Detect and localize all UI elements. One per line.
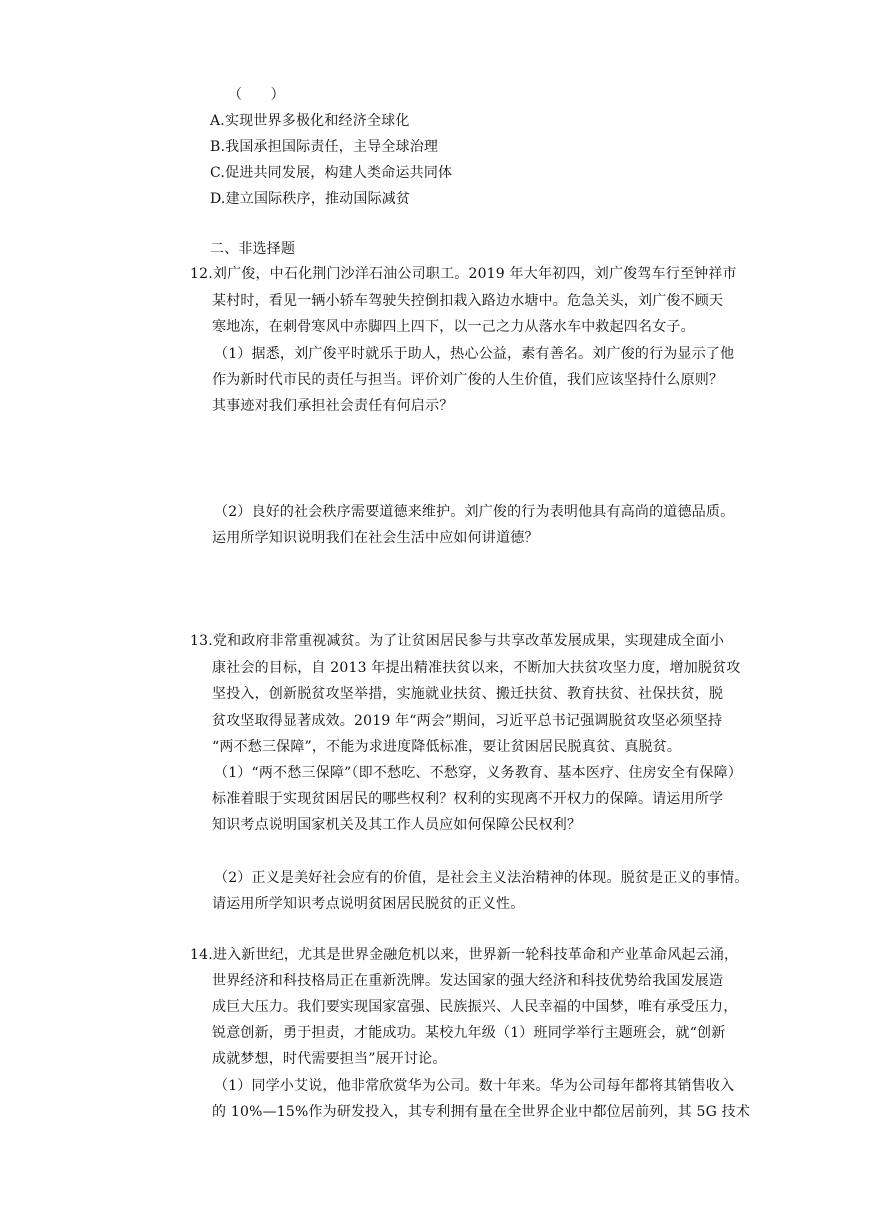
question-12-line: 某村时，看见一辆小轿车驾驶失控倒扣栽入路边水塘中。危急关头，刘广俊不顾天 [212, 293, 724, 309]
question-14-sub1-line: 的 10%—15%作为研发投入，其专利拥有量在全世界企业中都位居前列，其 5G 技术 [212, 1104, 751, 1120]
section-heading: 二、非选择题 [210, 241, 296, 257]
question-12-line: 寒地冻，在刺骨寒风中赤脚四上四下，以一己之力从落水车中救起四名女子。 [212, 319, 695, 335]
question-13-line: 康社会的目标，自 2013 年提出精准扶贫以来，不断加大扶贫攻坚力度，增加脱贫攻 [212, 660, 741, 676]
question-14-line: 成就梦想，时代需要担当”展开讨论。 [212, 1051, 447, 1067]
question-12-sub1-line: （1）据悉，刘广俊平时就乐于助人，热心公益，素有善名。刘广俊的行为显示了他 [214, 346, 735, 362]
question-12-line: 12.刘广俊，中石化荆门沙洋石油公司职工。2019 年大年初四，刘广俊驾车行至钟祥市 [190, 266, 737, 282]
question-14-line: 世界经济和科技格局正在重新洗牌。发达国家的强大经济和科技优势给我国发展造 [212, 973, 724, 989]
option-d: D.建立国际秩序，推动国际减贫 [210, 191, 411, 207]
question-13-line: 13.党和政府非常重视减贫。为了让贫困居民参与共享改革发展成果，实现建成全面小 [190, 633, 725, 649]
question-13-sub2-line: 请运用所学知识考点说明贫困居民脱贫的正义性。 [212, 896, 525, 912]
question-13-line: “两不愁三保障”，不能为求进度降低标准，要让贫困居民脱真贫、真脱贫。 [212, 739, 682, 755]
option-b: B.我国承担国际责任，主导全球治理 [210, 139, 439, 155]
question-13-line: 贫攻坚取得显著成效。2019 年“两会”期间，习近平总书记强调脱贫攻坚必须坚持 [212, 713, 723, 729]
question-12-sub1-line: 作为新时代市民的责任与担当。评价刘广俊的人生价值，我们应该坚持什么原则？ [212, 372, 724, 388]
question-12-sub2-line: （2）良好的社会秩序需要道德来维护。刘广俊的行为表明他具有高尚的道德品质。 [214, 504, 735, 520]
question-13-sub2-line: （2）正义是美好社会应有的价值，是社会主义法治精神的体现。脱贫是正义的事情。 [214, 870, 749, 886]
question-14-line: 成巨大压力。我们要实现国家富强、民族振兴、人民幸福的中国梦，唯有承受压力， [212, 999, 738, 1015]
question-13-sub1-line: （1）“两不愁三保障”（即不愁吃、不愁穿，义务教育、基本医疗、住房安全有保障） [214, 765, 743, 781]
question-14-line: 14.进入新世纪，尤其是世界金融危机以来，世界新一轮科技革命和产业革命风起云涌， [190, 947, 739, 963]
option-c: C.促进共同发展，构建人类命运共同体 [210, 165, 453, 181]
option-a: A.实现世界多极化和经济全球化 [210, 113, 410, 129]
question-14-line: 锐意创新，勇于担责，才能成功。某校九年级（1）班同学举行主题班会，就“创新 [212, 1025, 726, 1041]
question-13-sub1-line: 知识考点说明国家机关及其工作人员应如何保障公民权利？ [212, 817, 582, 833]
question-14-sub1-line: （1）同学小艾说，他非常欣赏华为公司。数十年来。华为公司每年都将其销售收入 [214, 1078, 735, 1094]
question-12-sub1-line: 其事迹对我们承担社会责任有何启示？ [212, 398, 454, 414]
answer-blank: （ ） [228, 87, 285, 103]
question-13-sub1-line: 标准着眼于实现贫困居民的哪些权利？权利的实现离不开权力的保障。请运用所学 [212, 791, 724, 807]
question-12-sub2-line: 运用所学知识说明我们在社会生活中应如何讲道德？ [212, 530, 539, 546]
question-13-line: 坚投入，创新脱贫攻坚举措，实施就业扶贫、搬迁扶贫、教育扶贫、社保扶贫，脱 [212, 686, 724, 702]
